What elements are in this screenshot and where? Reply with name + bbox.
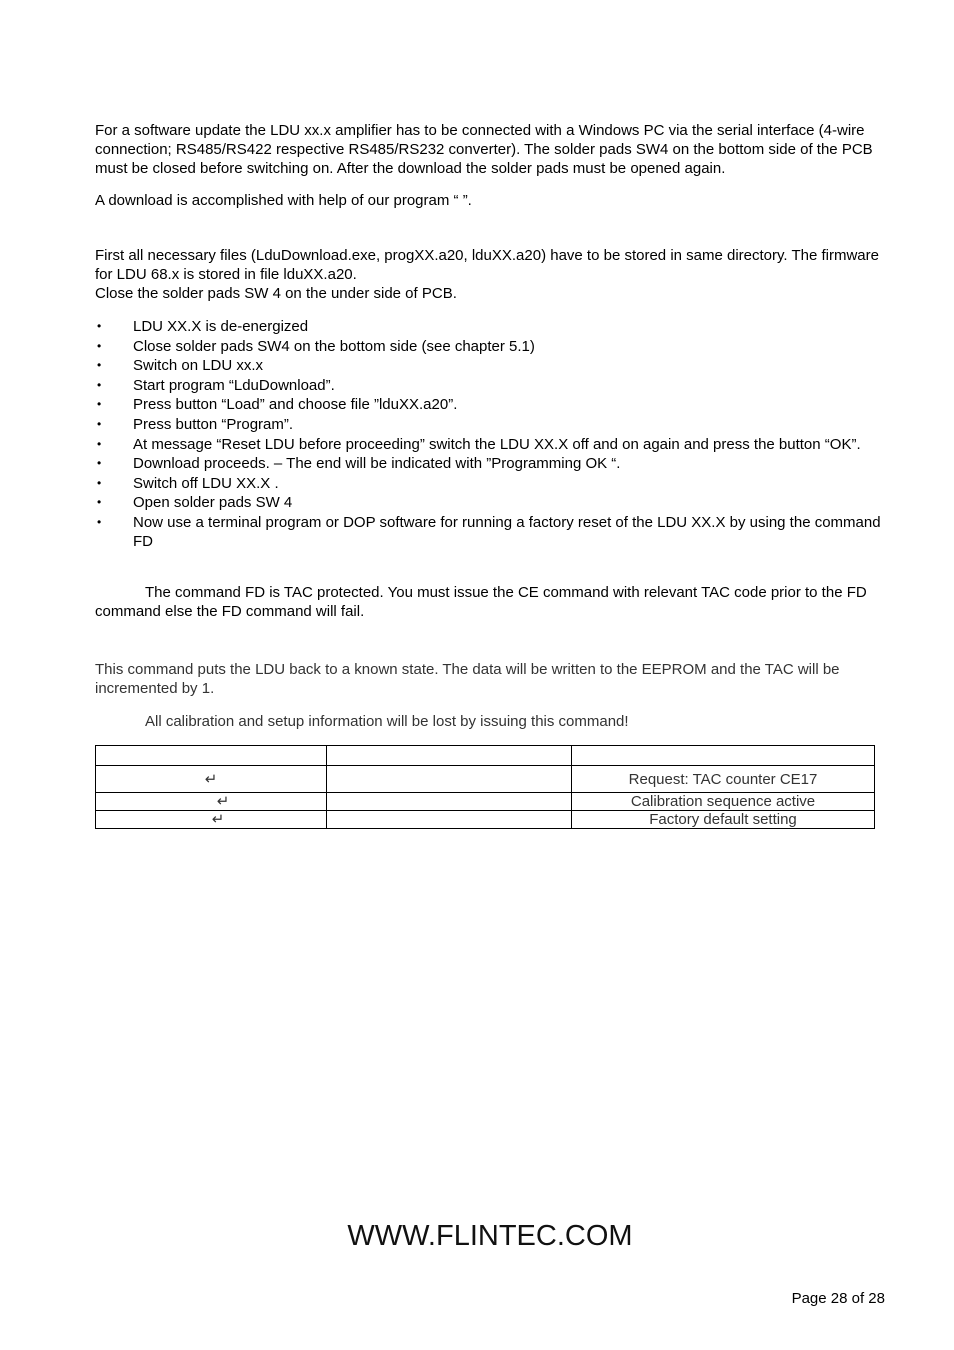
files-paragraph: First all necessary files (LduDownload.exe, progXX.a20, lduXX.a20) have to be stored in same directory. The firmware for LDU 68.x is stored in file lduXX.a20. (95, 247, 879, 283)
list-item: • Open solder pads SW 4 (97, 494, 293, 512)
list-item: • Start program “LduDownload”. (97, 376, 335, 394)
bullet-icon: • (97, 436, 102, 451)
bullet-icon: • (97, 319, 102, 333)
fd-description: This command puts the LDU back to a known state. The data will be written to the EEPROM and the TAC will be incremented by 1. (95, 661, 840, 697)
bullet-icon: • (97, 456, 102, 471)
bullet-icon: • (97, 495, 102, 510)
fd-command-table (95, 745, 875, 829)
bullet-icon: • (97, 475, 102, 490)
list-item: • At message “Reset LDU before proceeding” switch the LDU XX.X off and on again and press the button “OK”. (97, 435, 861, 453)
bullet-icon: • (97, 338, 102, 353)
table-header-cell (96, 746, 327, 766)
close-pads-paragraph: Close the solder pads SW 4 on the under side of PCB. (95, 285, 457, 302)
table-row (96, 766, 875, 793)
bullet-icon: • (97, 416, 102, 431)
list-item: • LDU XX.X is de-energized (97, 318, 309, 335)
list-item: • Press button “Load” and choose file ”lduXX.a20”. (97, 396, 458, 414)
page-number: Page 28 of 28 (791, 1290, 885, 1307)
table-cell (327, 793, 572, 811)
enter-key-icon: ↵ (96, 766, 327, 793)
table-row (96, 811, 875, 829)
fd-warning: All calibration and setup information will be lost by issuing this command! (145, 713, 629, 730)
list-item: • Press button “Program”. (97, 415, 294, 433)
table-header-cell (327, 746, 572, 766)
bullet-icon: • (97, 377, 102, 392)
table-cell: Factory default setting (572, 811, 875, 829)
table-header-row (96, 746, 875, 766)
bullet-icon: • (97, 358, 102, 373)
table-row (96, 793, 875, 811)
table-cell (327, 811, 572, 829)
table-cell (327, 766, 572, 793)
intro-paragraph: For a software update the LDU xx.x amplifier has to be connected with a Windows PC via the serial interface (4-wire connection; RS485/RS422 respective RS485/RS232 converter). The solder pads SW4 on the bottom side of the PCB must be closed before switching on. After the download the solder pads must be opened again. (95, 122, 873, 177)
list-item: • Now use a terminal program or DOP software for running a factory reset of the LDU XX.X by using the command FD (97, 513, 881, 550)
procedure-steps-list (95, 317, 885, 552)
bullet-icon: • (97, 397, 102, 412)
enter-key-icon: ↵ (96, 793, 327, 811)
download-program-paragraph: A download is accomplished with help of our program “ ”. (95, 192, 472, 209)
list-item: • Download proceeds. – The end will be indicated with ”Programming OK “. (97, 455, 621, 473)
table-header-cell (572, 746, 875, 766)
list-item: • Switch on LDU xx.x (97, 357, 264, 375)
table-cell: Calibration sequence active (572, 793, 875, 811)
table-cell: Request: TAC counter CE17 (572, 766, 875, 793)
list-item: • Switch off LDU XX.X . (97, 474, 279, 492)
bullet-icon: • (97, 514, 102, 529)
enter-key-icon: ↵ (96, 811, 327, 829)
website-footer: WWW.FLINTEC.COM (347, 1220, 633, 1252)
list-item: • Close solder pads SW4 on the bottom side (see chapter 5.1) (97, 337, 535, 355)
tac-note: The command FD is TAC protected. You must issue the CE command with relevant TAC code prior to the FD command else the FD command will fail. (95, 584, 867, 620)
